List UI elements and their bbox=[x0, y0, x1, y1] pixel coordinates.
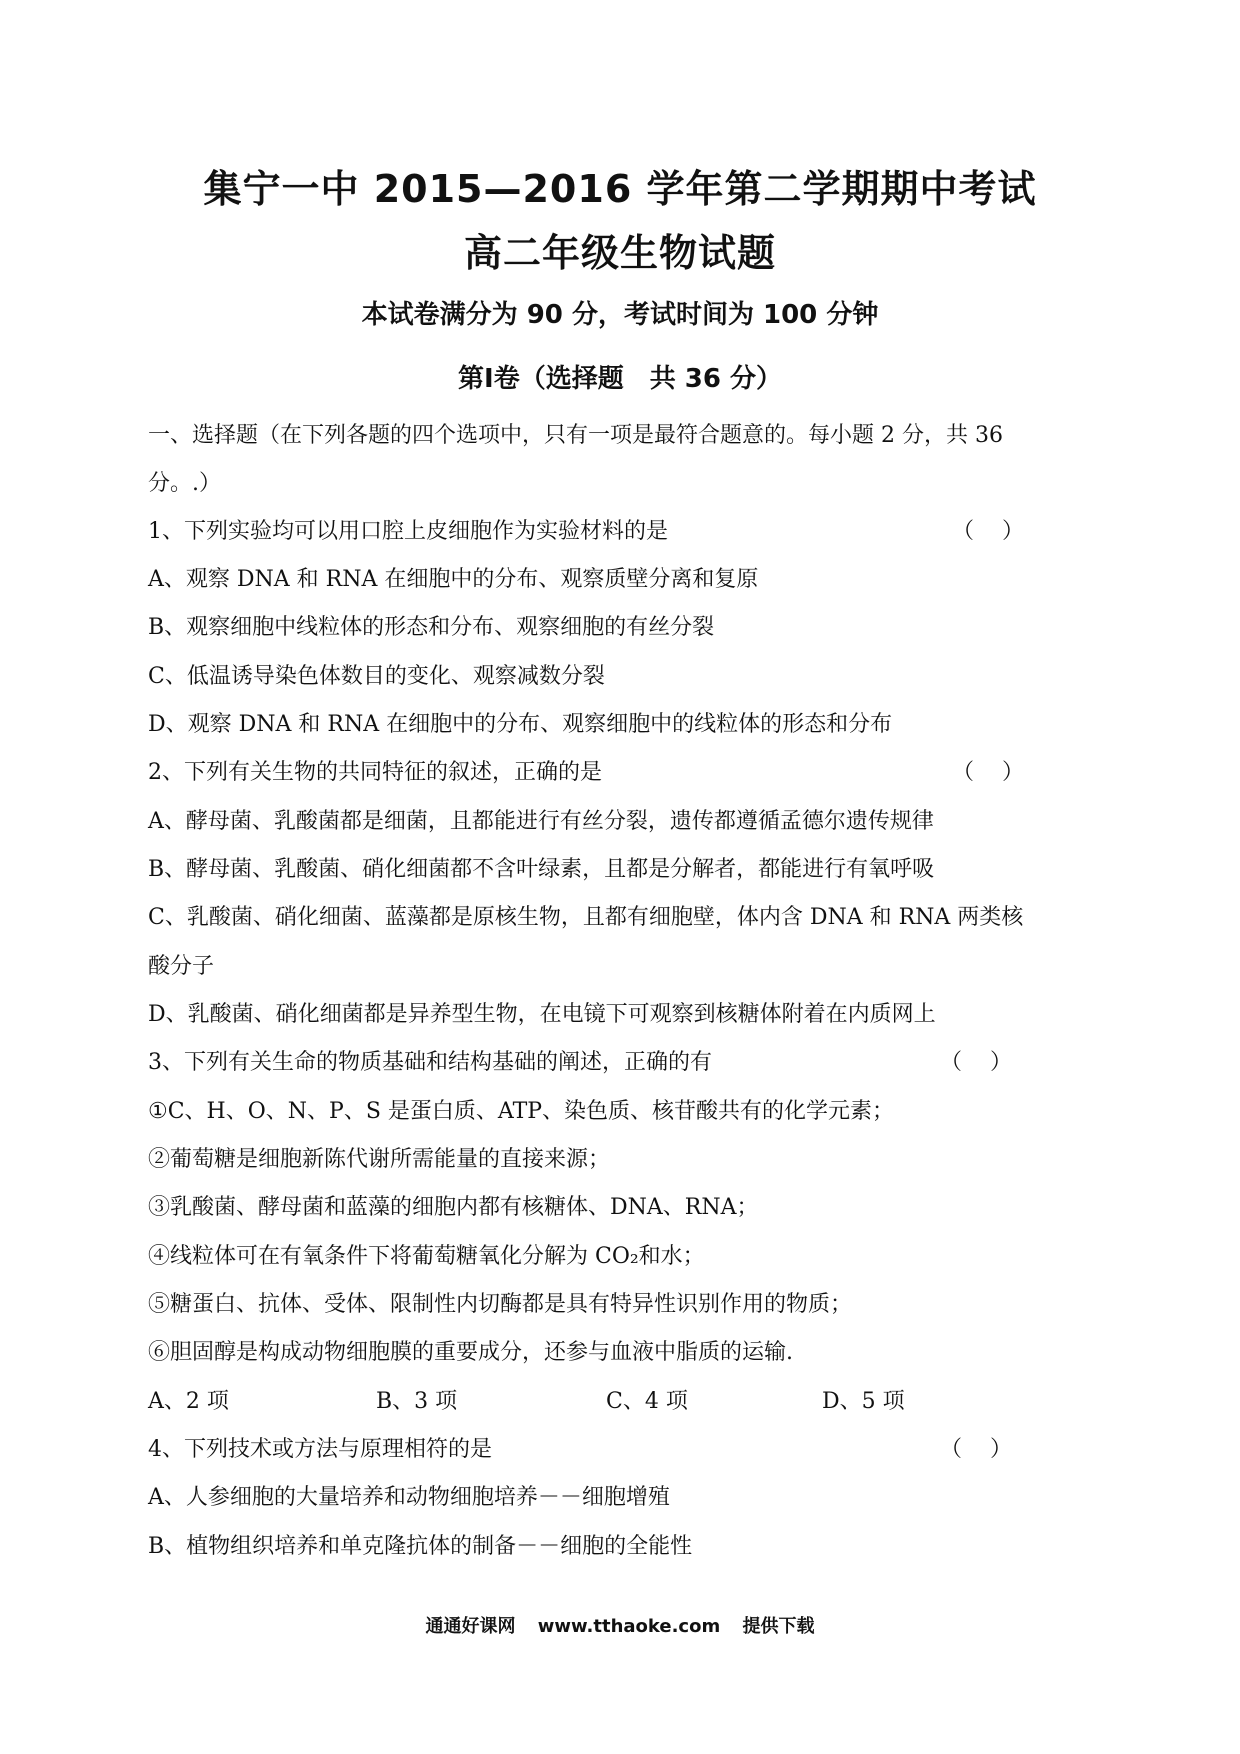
question-3-answer-blank: （） bbox=[940, 1050, 1041, 1075]
question-2-stem: 2、下列有关生物的共同特征的叙述，正确的是 bbox=[148, 760, 602, 785]
instructions-line-1: 一、选择题（在下列各题的四个选项中，只有一项是最符合题意的。每小题 2 分，共 36 bbox=[148, 423, 1003, 448]
question-4-option-a: A、人参细胞的大量培养和动物细胞培养－－细胞增殖 bbox=[148, 1485, 670, 1510]
question-1-option-a: A、观察 DNA 和 RNA 在细胞中的分布、观察质壁分离和复原 bbox=[148, 567, 759, 592]
question-3-statement-1: ①C、H、O、N、P、S 是蛋白质、ATP、染色质、核苷酸共有的化学元素； bbox=[148, 1099, 895, 1124]
question-2-option-d: D、乳酸菌、硝化细菌都是异养型生物，在电镜下可观察到核糖体附着在内质网上 bbox=[148, 1002, 936, 1027]
section-heading: 第Ⅰ卷（选择题 共 36 分） bbox=[458, 364, 782, 394]
question-2-option-c: C、乳酸菌、硝化细菌、蓝藻都是原核生物，且都有细胞壁，体内含 DNA 和 RNA 两类核 bbox=[148, 905, 1024, 930]
question-3-statement-3: ③乳酸菌、酵母菌和蓝藻的细胞内都有核糖体、DNA、RNA； bbox=[148, 1195, 759, 1220]
question-3-statement-2: ②葡萄糖是细胞新陈代谢所需能量的直接来源； bbox=[148, 1147, 611, 1172]
question-3-option-b: B、3 项 bbox=[376, 1389, 458, 1414]
question-3-stem: 3、下列有关生命的物质基础和结构基础的阐述，正确的有 bbox=[148, 1050, 712, 1075]
question-4-stem: 4、下列技术或方法与原理相符的是 bbox=[148, 1437, 492, 1462]
question-1-option-c: C、低温诱导染色体数目的变化、观察减数分裂 bbox=[148, 664, 605, 689]
question-3-statement-6: ⑥胆固醇是构成动物细胞膜的重要成分，还参与血液中脂质的运输. bbox=[148, 1340, 793, 1365]
question-4-option-b: B、植物组织培养和单克隆抗体的制备－－细胞的全能性 bbox=[148, 1534, 693, 1559]
exam-info: 本试卷满分为 90 分，考试时间为 100 分钟 bbox=[361, 300, 879, 330]
page-footer bbox=[0, 1612, 1240, 1638]
question-3-option-d: D、5 项 bbox=[822, 1389, 905, 1414]
question-2-option-a: A、酵母菌、乳酸菌都是细菌，且都能进行有丝分裂，遗传都遵循孟德尔遗传规律 bbox=[148, 809, 934, 834]
instructions-line-2: 分。.） bbox=[148, 471, 221, 496]
exam-title: 集宁一中 2015—2016 学年第二学期期中考试 bbox=[203, 167, 1037, 211]
question-2-option-c-continued: 酸分子 bbox=[148, 954, 215, 979]
question-4-answer-blank: （） bbox=[940, 1437, 1041, 1462]
question-2-answer-blank: （） bbox=[952, 760, 1053, 785]
footer-suffix: 提供下载 bbox=[742, 1616, 815, 1637]
question-1-stem: 1、下列实验均可以用口腔上皮细胞作为实验材料的是 bbox=[148, 519, 668, 544]
question-1-answer-blank: （） bbox=[952, 519, 1053, 544]
question-1-option-b: B、观察细胞中线粒体的形态和分布、观察细胞的有丝分裂 bbox=[148, 615, 715, 640]
question-3-statement-5: ⑤糖蛋白、抗体、受体、限制性内切酶都是具有特异性识别作用的物质； bbox=[148, 1292, 853, 1317]
question-1-option-d: D、观察 DNA 和 RNA 在细胞中的分布、观察细胞中的线粒体的形态和分布 bbox=[148, 712, 893, 737]
footer-url[interactable]: www.tthaoke.com bbox=[537, 1616, 721, 1637]
question-3-option-a: A、2 项 bbox=[148, 1389, 229, 1414]
question-3-statement-4: ④线粒体可在有氧条件下将葡萄糖氧化分解为 CO₂和水； bbox=[148, 1244, 705, 1269]
question-3-option-c: C、4 项 bbox=[606, 1389, 688, 1414]
footer-site-name: 通通好课网 bbox=[425, 1616, 516, 1637]
exam-subtitle: 高二年级生物试题 bbox=[463, 231, 776, 275]
question-2-option-b: B、酵母菌、乳酸菌、硝化细菌都不含叶绿素，且都是分解者，都能进行有氧呼吸 bbox=[148, 857, 935, 882]
